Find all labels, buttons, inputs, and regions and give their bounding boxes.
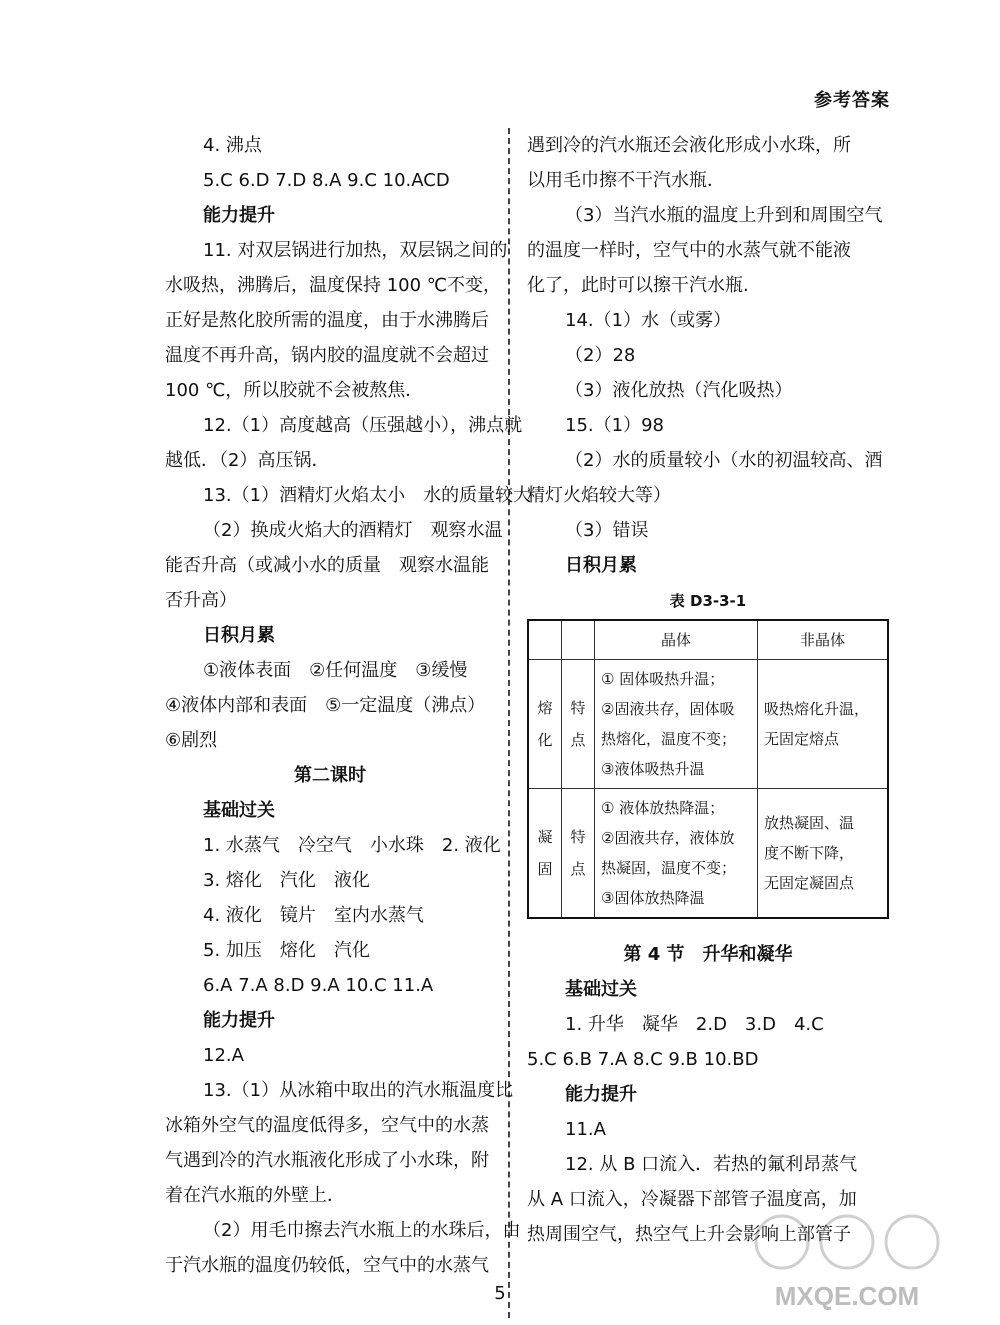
answer-line: 13.（1）从冰箱中取出的汽水瓶温度比 — [203, 1080, 514, 1101]
table-corner-cell — [562, 620, 595, 660]
table-row-solidifying — [528, 789, 888, 919]
process-cell — [528, 660, 562, 789]
cell-line: 吸热熔化升温， — [763, 700, 869, 718]
cell-line: 热凝固，温度不变； — [601, 859, 737, 877]
feature-char: 特 — [570, 828, 586, 846]
crystal-comparison-table — [527, 619, 889, 919]
answer-line: 12. 从 B 口流入．若热的氟利昂蒸气 — [565, 1154, 858, 1175]
left-column — [165, 128, 532, 1283]
answer-line: 1. 升华 凝华 2.D 3.D 4.C — [565, 1014, 824, 1035]
page-number: 5 — [494, 1283, 506, 1304]
process-char: 化 — [537, 731, 553, 749]
cell-line: 放热凝固、温 — [763, 814, 854, 832]
answer-line: 冰箱外空气的温度低得多，空气中的水蒸 — [165, 1115, 489, 1136]
feature-char: 点 — [570, 731, 586, 749]
cell-line: ②固液共存，固体吸 — [601, 700, 735, 718]
answer-line: 于汽水瓶的温度仍较低，空气中的水蒸气 — [165, 1255, 489, 1276]
answer-line: ④液体内部和表面 ⑤一定温度（沸点） — [165, 695, 486, 716]
section-heading: 能力提升 — [203, 1010, 275, 1031]
answer-line: 温度不再升高，锅内胶的温度就不会超过 — [165, 345, 489, 366]
answer-line: （3）错误 — [565, 520, 649, 541]
noncrystal-cell — [757, 789, 888, 919]
answer-line: （3）液化放热（汽化吸热） — [565, 380, 793, 401]
answer-line: 13.（1）酒精灯火焰太小 水的质量较大 — [203, 485, 532, 506]
watermark-text: MXQE.COM — [774, 1281, 920, 1311]
answer-line: （2）换成火焰大的酒精灯 观察水温 — [203, 520, 503, 541]
answer-line: 以用毛巾擦不干汽水瓶． — [527, 170, 725, 191]
process-cell — [528, 789, 562, 919]
right-column — [527, 128, 889, 1252]
answer-line: 5.C 6.B 7.A 8.C 9.B 10.BD — [527, 1049, 759, 1070]
crystal-cell — [595, 789, 758, 919]
answer-line: （2）28 — [565, 345, 636, 366]
answer-line: 否升高） — [165, 590, 237, 611]
answer-line: 11.A — [565, 1119, 606, 1140]
answer-line: ⑥剧烈 — [165, 730, 218, 751]
section-heading: 日积月累 — [565, 555, 637, 576]
section-heading: 基础过关 — [203, 800, 275, 821]
answer-line: 6.A 7.A 8.D 9.A 10.C 11.A — [203, 975, 434, 996]
answer-line: 从 A 口流入，冷凝器下部管子温度高，加 — [527, 1189, 857, 1210]
section-title: 第 4 节 升华和凝华 — [623, 944, 793, 965]
answer-line: ①液体表面 ②任何温度 ③缓慢 — [203, 660, 468, 681]
cell-line: 无固定凝固点 — [763, 874, 854, 892]
column-header-noncrystal: 非晶体 — [757, 620, 888, 660]
answer-line: 3. 熔化 汽化 液化 — [203, 870, 370, 891]
answer-line: 1. 水蒸气 冷空气 小水珠 2. 液化 — [203, 835, 501, 856]
cell-line: 热熔化，温度不变； — [601, 730, 737, 748]
answer-line: 5.C 6.D 7.D 8.A 9.C 10.ACD — [203, 170, 450, 191]
answer-line: 精灯火焰较大等） — [527, 485, 671, 506]
table-header-row — [528, 620, 888, 660]
answer-line: 100 ℃，所以胶就不会被熬焦． — [165, 380, 424, 401]
answer-line: 正好是熬化胶所需的温度，由于水沸腾后 — [165, 310, 489, 331]
process-char: 凝 — [537, 828, 553, 846]
cell-line: ① 液体放热降温； — [601, 799, 725, 817]
answer-line: （2）水的质量较小（水的初温较高、酒 — [565, 450, 883, 471]
answer-line: 化了，此时可以擦干汽水瓶. — [527, 275, 749, 296]
answer-line: 4. 液化 镜片 室内水蒸气 — [203, 905, 424, 926]
answer-line: 的温度一样时，空气中的水蒸气就不能液 — [527, 240, 851, 261]
noncrystal-cell — [757, 660, 888, 789]
answer-line: 着在汽水瓶的外壁上． — [165, 1185, 345, 1206]
column-divider — [508, 128, 510, 1318]
process-char: 固 — [537, 860, 553, 878]
answer-line: 热周围空气，热空气上升会影响上部管子 — [527, 1224, 851, 1245]
answer-line: 12.A — [203, 1045, 244, 1066]
column-header-crystal: 晶体 — [595, 620, 758, 660]
process-char: 熔 — [537, 699, 553, 717]
answer-line: 14.（1）水（或雾） — [565, 310, 732, 331]
table-corner-cell — [528, 620, 562, 660]
answer-line: 能否升高（或减小水的质量 观察水温能 — [165, 555, 489, 576]
answer-line: 15.（1）98 — [565, 415, 664, 436]
answer-line: （3）当汽水瓶的温度上升到和周围空气 — [565, 205, 883, 226]
lesson-title: 第二课时 — [294, 765, 366, 786]
feature-cell — [562, 660, 595, 789]
feature-char: 特 — [570, 699, 586, 717]
section-heading: 能力提升 — [565, 1084, 637, 1105]
answer-line: （2）用毛巾擦去汽水瓶上的水珠后，由 — [203, 1220, 521, 1241]
section-heading: 能力提升 — [203, 205, 275, 226]
page-header: 参考答案 — [814, 90, 890, 111]
answer-line: 11. 对双层锅进行加热，双层锅之间的 — [203, 240, 508, 261]
cell-line: ① 固体吸热升温； — [601, 670, 725, 688]
answer-line: 越低．（2）高压锅． — [165, 450, 330, 471]
crystal-cell — [595, 660, 758, 789]
feature-char: 点 — [570, 860, 586, 878]
answer-line: 遇到冷的汽水瓶还会液化形成小水珠，所 — [527, 135, 851, 156]
answer-line: 气遇到冷的汽水瓶液化形成了小水珠，附 — [165, 1150, 489, 1171]
answer-line: 水吸热，沸腾后，温度保持 100 ℃不变， — [165, 275, 502, 296]
cell-line: ③液体吸热升温 — [601, 760, 705, 778]
answer-line: 4. 沸点 — [203, 135, 262, 156]
cell-line: ②固液共存，液体放 — [601, 829, 735, 847]
cell-line: 度不断下降， — [763, 844, 854, 862]
feature-cell — [562, 789, 595, 919]
table-row-melting — [528, 660, 888, 789]
section-heading: 基础过关 — [565, 979, 637, 1000]
section-heading: 日积月累 — [203, 625, 275, 646]
cell-line: 无固定熔点 — [763, 730, 839, 748]
answer-line: 12.（1）高度越高（压强越小），沸点就 — [203, 415, 523, 436]
answer-line: 5. 加压 熔化 汽化 — [203, 940, 370, 961]
table-title: 表 D3-3-1 — [669, 592, 747, 610]
cell-line: ③固体放热降温 — [601, 889, 705, 907]
